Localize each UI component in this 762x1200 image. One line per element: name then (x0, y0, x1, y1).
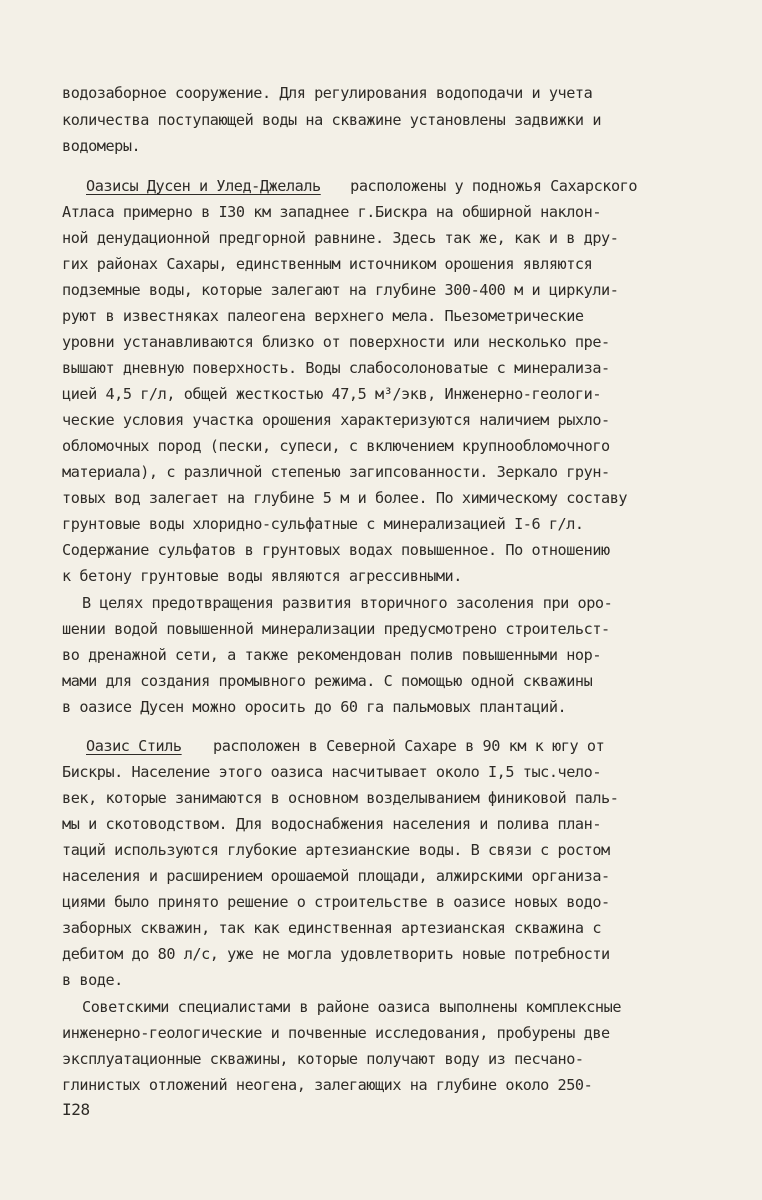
text-line: таций используются глубокие артезианские воды. В связи с ростом (62, 841, 610, 859)
text-line: глинистых отложений неогена, залегающих на глубине около 250- (62, 1076, 593, 1094)
text-line: количества поступающей воды на скважине установлены задвижки и (62, 111, 602, 129)
text-line: мы и скотоводством. Для водоснабжения населения и полива план- (62, 815, 602, 833)
text-line: подземные воды, которые залегают на глубине 300-400 м и циркули- (62, 281, 619, 299)
text-line: заборных скважин, так как единственная артезианская скважина с (62, 919, 602, 937)
text-fragment: расположен в Северной Сахаре в 90 км к югу от (213, 737, 605, 755)
text-line: в оазисе Дусен можно оросить до 60 га пальмовых плантаций. (62, 698, 567, 716)
text-line: шении водой повышенной минерализации предусмотрено строительст- (62, 620, 610, 638)
text-line: В целях предотвращения развития вторичного засоления при оро- (82, 594, 613, 612)
section-heading: Оазисы Дусен и Улед-Джелаль (86, 177, 321, 195)
text-line: эксплуатационные скважины, которые получают воду из песчано- (62, 1050, 584, 1068)
text-line: водомеры. (62, 137, 141, 155)
text-line: Содержание сульфатов в грунтовых водах повышенное. По отношению (62, 541, 610, 559)
text-line: век, которые занимаются в основном возделыванием финиковой паль- (62, 789, 619, 807)
text-line: к бетону грунтовые воды являются агрессивными. (62, 567, 462, 585)
text-line: инженерно-геологические и почвенные исследования, пробурены две (62, 1024, 610, 1042)
text-line: во дренажной сети, а также рекомендован полив повышенными нор- (62, 646, 602, 664)
text-line (86, 176, 637, 196)
text-line (86, 736, 604, 756)
text-line: водозаборное сооружение. Для регулирования водоподачи и учета (62, 84, 593, 102)
text-line: Бискры. Население этого оазиса насчитывает около I,5 тыс.чело- (62, 763, 602, 781)
text-line: населения и расширением орошаемой площади, алжирскими организа- (62, 867, 610, 885)
text-line: товых вод залегает на глубине 5 м и более. По химическому составу (62, 489, 628, 507)
text-line: руют в известняках палеогена верхнего мела. Пьезометрические (62, 307, 584, 325)
page-number: I28 (62, 1100, 90, 1119)
text-line: мами для создания промывного режима. С помощью одной скважины (62, 672, 593, 690)
text-line: в воде. (62, 971, 123, 989)
text-line: циями было принято решение о строительстве в оазисе новых водо- (62, 893, 610, 911)
text-line: дебитом до 80 л/с, уже не могла удовлетворить новые потребности (62, 945, 610, 963)
text-line: вышают дневную поверхность. Воды слабосолоноватые с минерализа- (62, 359, 610, 377)
text-line: обломочных пород (пески, супеси, с включением крупнообломочного (62, 437, 610, 455)
text-line: Атласа примерно в I30 км западнее г.Бискра на обширной наклон- (62, 203, 602, 221)
text-line: гих районах Сахары, единственным источником орошения являются (62, 255, 593, 273)
text-line: грунтовые воды хлоридно-сульфатные с минерализацией I-6 г/л. (62, 515, 584, 533)
text-line: цией 4,5 г/л, общей жесткостью 47,5 м³/экв, Инженерно-геологи- (62, 385, 602, 403)
text-line: материала), с различной степенью загипсованности. Зеркало грун- (62, 463, 610, 481)
section-heading: Оазис Стиль (86, 737, 182, 755)
text-fragment: расположены у подножья Сахарского (350, 177, 638, 195)
text-line: ческие условия участка орошения характеризуются наличием рыхло- (62, 411, 610, 429)
text-line: Советскими специалистами в районе оазиса выполнены комплексные (82, 998, 622, 1016)
text-line: уровни устанавливаются близко от поверхности или несколько пре- (62, 333, 610, 351)
text-line: ной денудационной предгорной равнине. Здесь так же, как и в дру- (62, 229, 619, 247)
